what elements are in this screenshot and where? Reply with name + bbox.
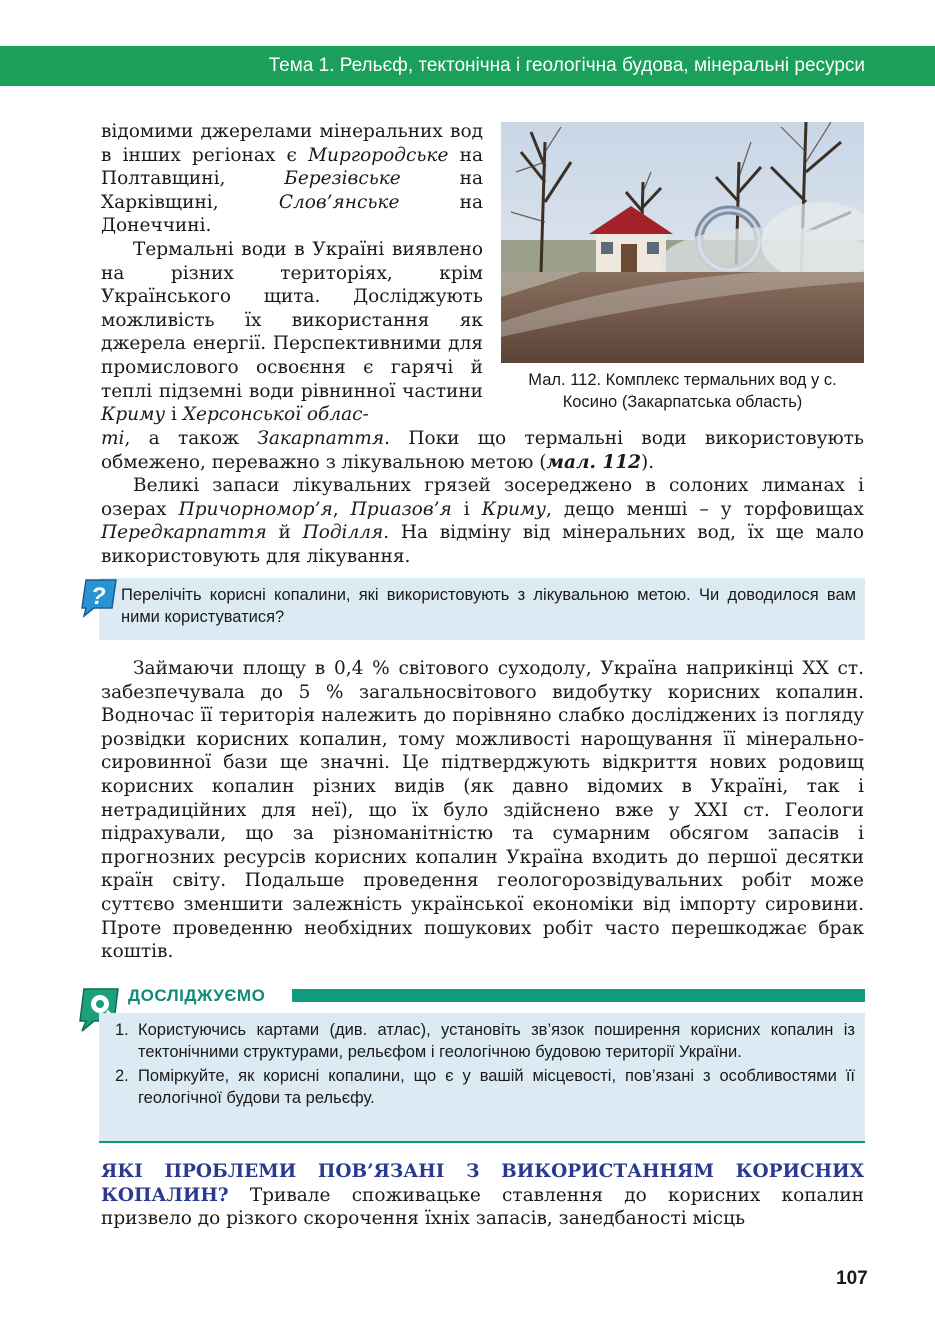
research-bottom-line — [99, 1141, 865, 1143]
research-box — [99, 1013, 865, 1141]
page-number: 107 — [836, 1268, 868, 1289]
question-mark-icon — [80, 578, 118, 618]
thermal-complex-photo — [501, 122, 864, 363]
svg-text:?: ? — [91, 583, 106, 610]
problems-paragraph: ЯКІ ПРОБЛЕМИ ПОВ’ЯЗАНІ З ВИКОРИСТАННЯМ КОРИСНИХ КОПАЛИН? Тривале споживацьке ставлення до корисних копалин призвело до різкого скорочення їхніх запасів, занедбаності місць — [101, 1161, 864, 1230]
research-title: ДОСЛІДЖУЄМО — [128, 986, 266, 1005]
section-heading: ЯКІ ПРОБЛЕМИ ПОВ’ЯЗАНІ З ВИКОРИСТАННЯМ КОРИСНИХ КОПАЛИН? — [101, 1161, 864, 1206]
full-width-text — [101, 427, 864, 569]
question-text: Перелічіть корисні копалини, які використовують з лікувальною метою. Чи доводилося вам ними користуватися? — [121, 586, 856, 626]
paragraph-thermal-continued: ті, а також Закарпаття. Поки що термальні води використовують обмежено, переважно з лікувальною метою (мал. 112). — [101, 428, 864, 473]
paragraph-mud: Великі запаси лікувальних грязей зосереджено в солоних лиманах і озерах Причорномор’я, Приазов’я і Криму, дещо менші – у торфовищах Передкарпаття й Поділля. На відміну від мінеральних вод, їх ще мало використовують для лікування. — [101, 475, 864, 567]
figure-caption: Мал. 112. Комплекс термальних вод у с. Косино (Закарпатська область) — [528, 371, 837, 411]
main-paragraph: Займаючи площу в 0,4 % світового суходолу, Україна наприкінці ХХ ст. забезпечувала до 5 % загальносвітового видобутку корисних копалин. Водночас її територія належить до порівняно слабко досліджених із погляду розвідки корисних копалин, тому можливості нарощування її мінерально-сировинної бази ще значні. Це підтверджують відкриття нових родовищ корисних копалин різних видів (як давно відомих в Україні, так і нетрадиційних для неї), що їх було здійснено вже у ХХІ ст. Геологи підрахували, що за різноманітністю та сумарним обсягом запасів і прогнозних ресурсів корисних копалин Україна входить до першої десятки країн світу. Подальше проведення геологорозвідувальних робіт може суттєво зменшити залежність української економіки від імпорту сировини. Проте проведенню необхідних пошукових робіт часто перешкоджає брак коштів. — [101, 658, 864, 963]
research-item: 1. Користуючись картами (див. атлас), установіть зв’язок поширення корисних копалин із тектонічними структурами, рельєфом і геологічною будовою території України. — [115, 1021, 855, 1061]
paragraph-mineral-waters: відомими джерелами мінеральних вод в інших регіонах є Миргородське на Полтавщині, Березівське на Харківщині, Слов’янське на Донеччині. — [101, 121, 483, 237]
research-list — [115, 1019, 855, 1111]
chapter-title: Тема 1. Рельєф, тектонічна і геологічна будова, мінеральні ресурси — [268, 55, 865, 76]
research-item: 2. Поміркуйте, як корисні копалини, що є у вашій місцевості, пов’язані з особливостями її геологічної будови та рельєфу. — [115, 1067, 855, 1107]
chapter-header — [0, 46, 935, 86]
column-text — [101, 120, 483, 427]
paragraph-thermal-waters: Термальні води в Україні виявлено на різних територіях, крім Українського щита. Досліджують можливість їх використання як джерела енергії. Перспективними для промислового освоєння є гарячі й теплі підземні води рівнинної частини Криму і Херсонської облас- — [101, 238, 483, 426]
research-title-bar — [292, 989, 865, 1002]
question-box — [99, 578, 865, 640]
